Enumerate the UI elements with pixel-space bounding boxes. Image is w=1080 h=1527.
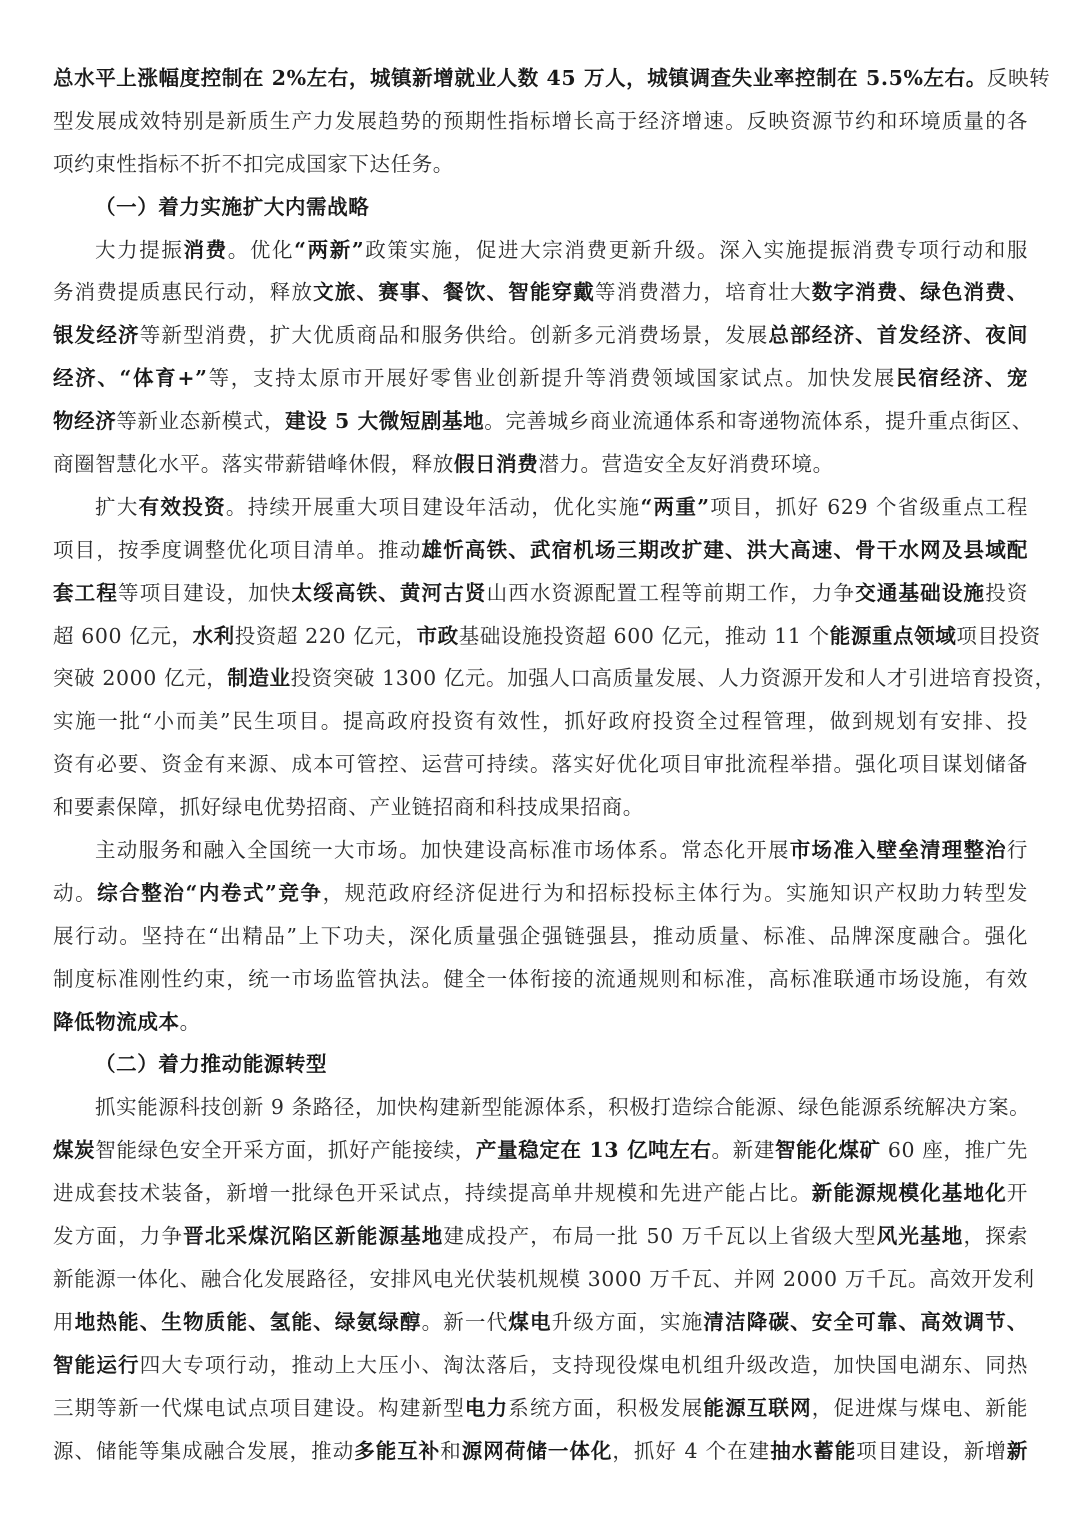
text-run: 项目投资 [956, 623, 1041, 648]
text-run: 。 [179, 1009, 201, 1034]
text-run: 源、储能等集成融合发展，推动 [53, 1438, 355, 1463]
bold-text: 消费 [183, 237, 228, 262]
text-line [53, 400, 1033, 443]
text-run: 。新一代 [421, 1309, 509, 1334]
text-run: 潜力。营造安全友好消费环境。 [538, 452, 834, 477]
text-line [53, 1086, 1031, 1129]
bold-text: （二）着力推动能源转型 [95, 1052, 328, 1077]
text-run: 投资突破 1300 亿元。加强人口高质量发展、人力资源开发和人才引进培育投资， [290, 666, 1056, 691]
text-run: 制度标准刚性约束，统一市场监管执法。健全一体衔接的流通规则和标准，高标准联通市场设施，有效 [53, 966, 1028, 991]
text-run: 抓实能源科技创新 9 条路径，加快构建新型能源体系，积极打造综合能源、绿色能源系统解决方案。 [95, 1095, 1031, 1120]
text-run: 大力提振 [95, 237, 184, 262]
text-run: 项目，按季度调整优化项目清单。推动 [53, 537, 422, 562]
text-run: 政策实施，促进大宗消费更新升级。深入实施提振消费专项行动和服 [364, 237, 1029, 262]
text-run: 行 [1006, 838, 1029, 863]
bold-text: 数字消费、绿色消费、 [811, 280, 1029, 305]
document-page [53, 57, 1056, 1472]
text-line [53, 529, 1028, 572]
text-line [53, 1344, 1028, 1387]
text-run: 用 [53, 1309, 75, 1334]
bold-text: 太绥高铁、黄河古贤 [291, 580, 487, 605]
bold-text: 雄忻高铁、武宿机场三期改扩建、洪大高速、骨干水网及县域配 [421, 537, 1028, 562]
text-run: 。持续开展重大项目建设年活动，优化实施 [225, 494, 641, 519]
bold-text: 煤炭 [53, 1138, 96, 1163]
bold-text: 水利 [192, 623, 235, 648]
text-line [53, 486, 1028, 529]
text-run: ，促进煤与煤电、新能 [811, 1395, 1029, 1420]
bold-text: 银发经济 [53, 323, 140, 348]
bold-text: 新能源规模化基地化 [811, 1181, 1007, 1206]
bold-text: 假日消费 [453, 452, 539, 477]
text-run: 项目，抓好 629 个省级重点工程 [709, 494, 1028, 519]
text-line [53, 357, 1028, 400]
text-run: 展行动。坚持在“出精品”上下功夫，深化质量强企强链强县，推动质量、标准、品牌深度融合。强化 [53, 923, 1028, 948]
text-run: 实施一批“小而美”民生项目。提高政府投资有效性，抓好政府投资全过程管理，做到规划有安排、投 [53, 709, 1028, 734]
text-run: 建成投产，布局一批 50 万千瓦以上省级大型 [443, 1224, 877, 1249]
text-line [53, 958, 1028, 1001]
text-run: 等，支持太原市开展好零售业创新提升等消费领域国家试点。加快发展 [207, 366, 897, 391]
bold-text: 多能互补 [354, 1438, 441, 1463]
bold-text: 能源互联网 [703, 1395, 812, 1420]
text-run: 和 [440, 1438, 462, 1463]
bold-text: 智能化煤矿 [774, 1138, 881, 1163]
bold-text: 智能运行 [53, 1352, 140, 1377]
bold-text: 总水平上涨幅度控制在 2%左右，城镇新增就业人数 45 万人，城镇调查失业率控制在 5.5%左右。 [53, 66, 987, 90]
text-line [53, 700, 1028, 743]
bold-text: “两重” [640, 494, 710, 519]
bold-text: 文旅、赛事、餐饮、智能穿戴 [313, 280, 595, 305]
text-run: 系统方面，积极发展 [508, 1395, 704, 1420]
text-line [53, 615, 1041, 658]
text-run: 商圈智慧化水平。落实带薪错峰休假，释放 [53, 452, 454, 477]
bold-text: （一）着力实施扩大内需战略 [95, 194, 370, 219]
text-run: 等项目建设，加快 [118, 580, 292, 605]
bold-text: 市政 [416, 623, 459, 648]
bold-text: “两新” [294, 237, 365, 262]
text-run: 智能绿色安全开采方面，抓好产能接续， [95, 1138, 476, 1163]
bold-text: 经济、“体育+” [53, 366, 208, 391]
bold-text: 抽水蓄能 [770, 1438, 857, 1463]
bold-text: 风光基地 [876, 1224, 964, 1249]
text-run: 型发展成效特别是新质生产力发展趋势的预期性指标增长高于经济增速。反映资源节约和环境质量的各 [53, 108, 1028, 133]
text-run: 发方面，力争 [53, 1224, 184, 1249]
text-run: 超 600 亿元， [53, 623, 193, 648]
text-run: 基础设施投资超 600 亿元，推动 11 个 [458, 623, 830, 648]
text-run: 项约束性指标不折不扣完成国家下达任务。 [53, 151, 454, 176]
bold-text: 晋北采煤沉陷区新能源基地 [183, 1224, 444, 1249]
text-run: 升级方面，实施 [551, 1309, 704, 1334]
bold-text: 煤电 [508, 1309, 552, 1334]
text-run: 务消费提质惠民行动，释放 [53, 280, 314, 305]
bold-text: 交通基础设施 [855, 580, 986, 605]
text-line [53, 271, 1028, 314]
text-run: 等消费潜力，培育壮大 [595, 280, 812, 305]
text-run: 投资 [985, 580, 1028, 605]
text-line [53, 143, 1028, 186]
text-run: 山西水资源配置工程等前期工作，力争 [486, 580, 856, 605]
text-run: 新能源一体化、融合化发展路径，安排风电光伏装机规模 3000 万千瓦、并网 2000 万千瓦。高效开发利 [53, 1266, 1035, 1291]
bold-text: 总部经济、首发经济、夜间 [768, 323, 1028, 348]
bold-text: 市场准入壁垒清理整治 [789, 838, 1007, 863]
text-run: 四大专项行动，推动上大压小、淘汰落后，支持现役煤电机组升级改造，加快国电湖东、同热 [139, 1352, 1028, 1377]
text-line [53, 786, 1028, 829]
bold-text: 地热能、生物质能、氢能、绿氨绿醇 [74, 1309, 422, 1334]
text-run: ，探索 [963, 1224, 1028, 1249]
bold-text: 源网荷储一体化 [461, 1438, 613, 1463]
text-line [53, 657, 1056, 700]
bold-text: 新 [1006, 1438, 1028, 1463]
text-run: ，抓好 4 个在建 [612, 1438, 771, 1463]
text-line [53, 743, 1028, 786]
text-line [53, 314, 1028, 357]
bold-text: 物经济 [53, 409, 117, 434]
text-line [53, 229, 1028, 272]
text-line [53, 100, 1028, 143]
text-line [53, 1258, 1035, 1301]
bold-text: 民宿经济、宠 [896, 366, 1028, 391]
text-line [53, 572, 1028, 615]
text-line [53, 829, 1028, 872]
text-line [53, 1172, 1028, 1215]
text-line [53, 57, 1051, 100]
text-line [53, 1301, 1028, 1344]
text-run: 。优化 [227, 237, 295, 262]
text-run: 扩大 [95, 494, 139, 519]
section-heading [53, 186, 1028, 229]
text-run: 。新建 [711, 1138, 775, 1163]
text-run: 60 座，推广先 [880, 1138, 1028, 1163]
text-run: 项目建设，新增 [856, 1438, 1007, 1463]
text-run: 反映转 [986, 66, 1051, 90]
bold-text: 综合整治“内卷式”竞争 [97, 880, 323, 905]
section-heading [53, 1043, 1028, 1086]
text-run: 资有必要、资金有来源、成本可管控、运营可持续。落实好优化项目审批流程举措。强化项目谋划储备 [53, 752, 1028, 777]
text-line [53, 1215, 1028, 1258]
text-line [53, 1387, 1028, 1430]
bold-text: 套工程 [53, 580, 119, 605]
text-run: 等新业态新模式， [116, 409, 286, 434]
bold-text: 能源重点领域 [829, 623, 957, 648]
text-run: 动。 [53, 880, 98, 905]
bold-text: 制造业 [227, 666, 291, 691]
text-run: 投资超 220 亿元， [234, 623, 417, 648]
bold-text: 产量稳定在 13 亿吨左右 [475, 1138, 712, 1163]
text-run: 开 [1006, 1181, 1029, 1206]
text-line [53, 1430, 1028, 1473]
text-run: 进成套技术装备，新增一批绿色开采试点，持续提高单井规模和先进产能占比。 [53, 1181, 812, 1206]
text-run: 和要素保障，抓好绿电优势招商、产业链招商和科技成果招商。 [53, 795, 644, 820]
bold-text: 有效投资 [138, 494, 226, 519]
text-run: 三期等新一代煤电试点项目建设。构建新型 [53, 1395, 465, 1420]
text-run: 等新型消费，扩大优质商品和服务供给。创新多元消费场景，发展 [139, 323, 769, 348]
text-line [53, 1001, 1028, 1044]
bold-text: 降低物流成本 [53, 1009, 180, 1034]
bold-text: 电力 [464, 1395, 509, 1420]
bold-text: 清洁降碳、安全可靠、高效调节、 [703, 1309, 1029, 1334]
bold-text: 建设 5 大微短剧基地 [285, 409, 485, 434]
text-line [53, 915, 1028, 958]
text-run: 主动服务和融入全国统一大市场。加快建设高标准市场体系。常态化开展 [95, 838, 790, 863]
text-run: ，规范政府经济促进行为和招标投标主体行为。实施知识产权助力转型发 [322, 880, 1029, 905]
text-run: 。完善城乡商业流通体系和寄递物流体系，提升重点街区、 [484, 409, 1033, 434]
text-line [53, 1129, 1028, 1172]
text-line [53, 443, 1028, 486]
text-line [53, 872, 1028, 915]
text-run: 突破 2000 亿元， [53, 666, 228, 691]
